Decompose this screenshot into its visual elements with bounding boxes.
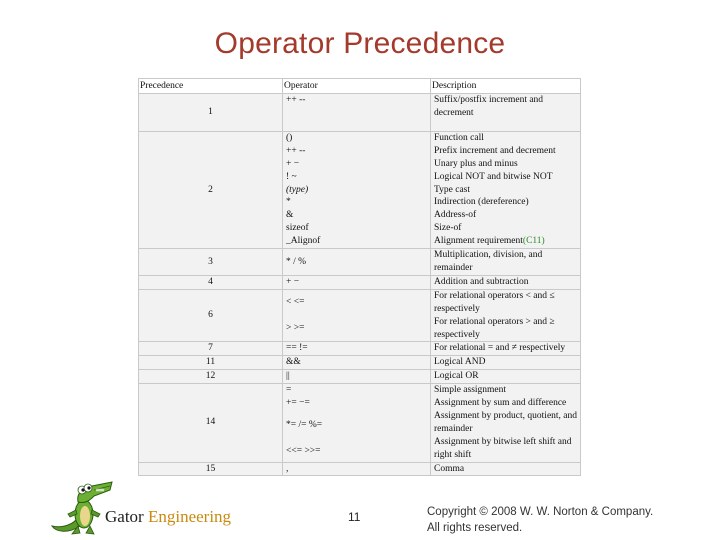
description-cell: [431, 275, 581, 289]
brand-suffix: Engineering: [147, 507, 232, 526]
table-row: [139, 249, 581, 276]
description: Logical OR: [434, 371, 479, 382]
precedence-level: 7: [139, 342, 283, 356]
operator-cell: [283, 356, 431, 370]
operator-cell: [283, 462, 431, 476]
brand-wordmark: [105, 507, 231, 527]
table-row: [139, 384, 581, 462]
operator: &&: [286, 357, 301, 368]
operator: =: [286, 385, 292, 396]
description: Assignment by product, quotient, and remainder: [434, 410, 578, 434]
precedence-level: 6: [139, 289, 283, 342]
operator: (type): [286, 184, 309, 195]
operator: > >=: [286, 322, 305, 333]
description: Prefix increment and decrement: [434, 145, 556, 156]
operator: &: [286, 210, 294, 221]
header-precedence: Precedence: [139, 79, 283, 94]
header-operator: Operator: [283, 79, 431, 94]
description: Type cast: [434, 184, 471, 195]
table-row: [139, 370, 581, 384]
description: Simple assignment: [434, 385, 507, 396]
table-row: [139, 356, 581, 370]
operator: < <=: [286, 296, 305, 307]
operator: + −: [286, 158, 300, 169]
precedence-level: 4: [139, 275, 283, 289]
description: For relational operators > and ≥ respectively: [434, 316, 555, 340]
description: Address-of: [434, 210, 477, 221]
table-row: [139, 275, 581, 289]
description-cell: [431, 356, 581, 370]
operator-precedence-table: [138, 78, 581, 476]
description-cell: [431, 462, 581, 476]
description-cell: [431, 342, 581, 356]
brand-prefix: Gator: [105, 507, 144, 526]
description: Multiplication, division, and remainder: [434, 250, 543, 273]
operator: == !=: [286, 343, 308, 354]
table-row: [139, 342, 581, 356]
table-row: [139, 289, 581, 342]
description: Assignment by sum and difference: [434, 398, 567, 409]
operator: ||: [286, 371, 290, 382]
table-header-row: [139, 79, 581, 94]
precedence-level: 12: [139, 370, 283, 384]
operator: *= /= %=: [286, 419, 323, 430]
description: For relational operators < and ≤ respectively: [434, 290, 555, 314]
description: Size-of: [434, 223, 462, 234]
description: Assignment by bitwise left shift and right shift: [434, 436, 572, 460]
slide-title: Operator Precedence: [214, 27, 506, 60]
operator: + −: [286, 276, 300, 287]
description-cell: [431, 289, 581, 342]
operator: <<= >>=: [286, 445, 321, 456]
operator: ++ --: [286, 94, 306, 105]
description: Function call: [434, 132, 484, 143]
operator: += −=: [286, 398, 310, 409]
operator: * / %: [286, 256, 307, 267]
precedence-level: 11: [139, 356, 283, 370]
operator: ! ~: [286, 171, 297, 182]
description: Suffix/postfix increment and decrement: [434, 94, 544, 118]
standard-note: (C11): [522, 236, 545, 247]
copyright-line: All rights reserved.: [427, 521, 523, 534]
description-cell: [431, 93, 581, 131]
precedence-level: 15: [139, 462, 283, 476]
description-cell: [431, 249, 581, 276]
description: Indirection (dereference): [434, 197, 529, 208]
operator-cell: [283, 249, 431, 276]
table-row: [139, 462, 581, 476]
operator-cell: [283, 384, 431, 462]
operator-cell: [283, 289, 431, 342]
description-with-note: [434, 235, 579, 248]
description: Logical NOT and bitwise NOT: [434, 171, 553, 182]
precedence-level: 1: [139, 93, 283, 131]
table-row: [139, 93, 581, 131]
table-row: [139, 131, 581, 248]
description-cell: [431, 384, 581, 462]
operator: _Alignof: [286, 236, 321, 247]
precedence-level: 3: [139, 249, 283, 276]
precedence-level: 2: [139, 131, 283, 248]
operator: sizeof: [286, 223, 309, 234]
description-cell: [431, 131, 581, 248]
operator-cell: [283, 342, 431, 356]
description: Alignment requirement: [434, 236, 523, 247]
description: For relational = and ≠ respectively: [434, 343, 566, 354]
operator: *: [286, 197, 291, 208]
copyright-notice: [427, 505, 653, 536]
header-description: Description: [431, 79, 581, 94]
page-number: 11: [348, 510, 361, 524]
description: Logical AND: [434, 357, 486, 368]
operator-cell: [283, 275, 431, 289]
precedence-level: 14: [139, 384, 283, 462]
operator-cell: [283, 131, 431, 248]
operator: ,: [286, 463, 289, 474]
description: Comma: [434, 463, 465, 474]
operator: ++ --: [286, 145, 306, 156]
description: Unary plus and minus: [434, 158, 518, 169]
operator-cell: [283, 370, 431, 384]
copyright-line: Copyright © 2008 W. W. Norton & Company.: [427, 506, 654, 518]
description: Addition and subtraction: [434, 276, 529, 287]
operator-cell: [283, 93, 431, 131]
operator: (): [286, 132, 293, 143]
description-cell: [431, 370, 581, 384]
